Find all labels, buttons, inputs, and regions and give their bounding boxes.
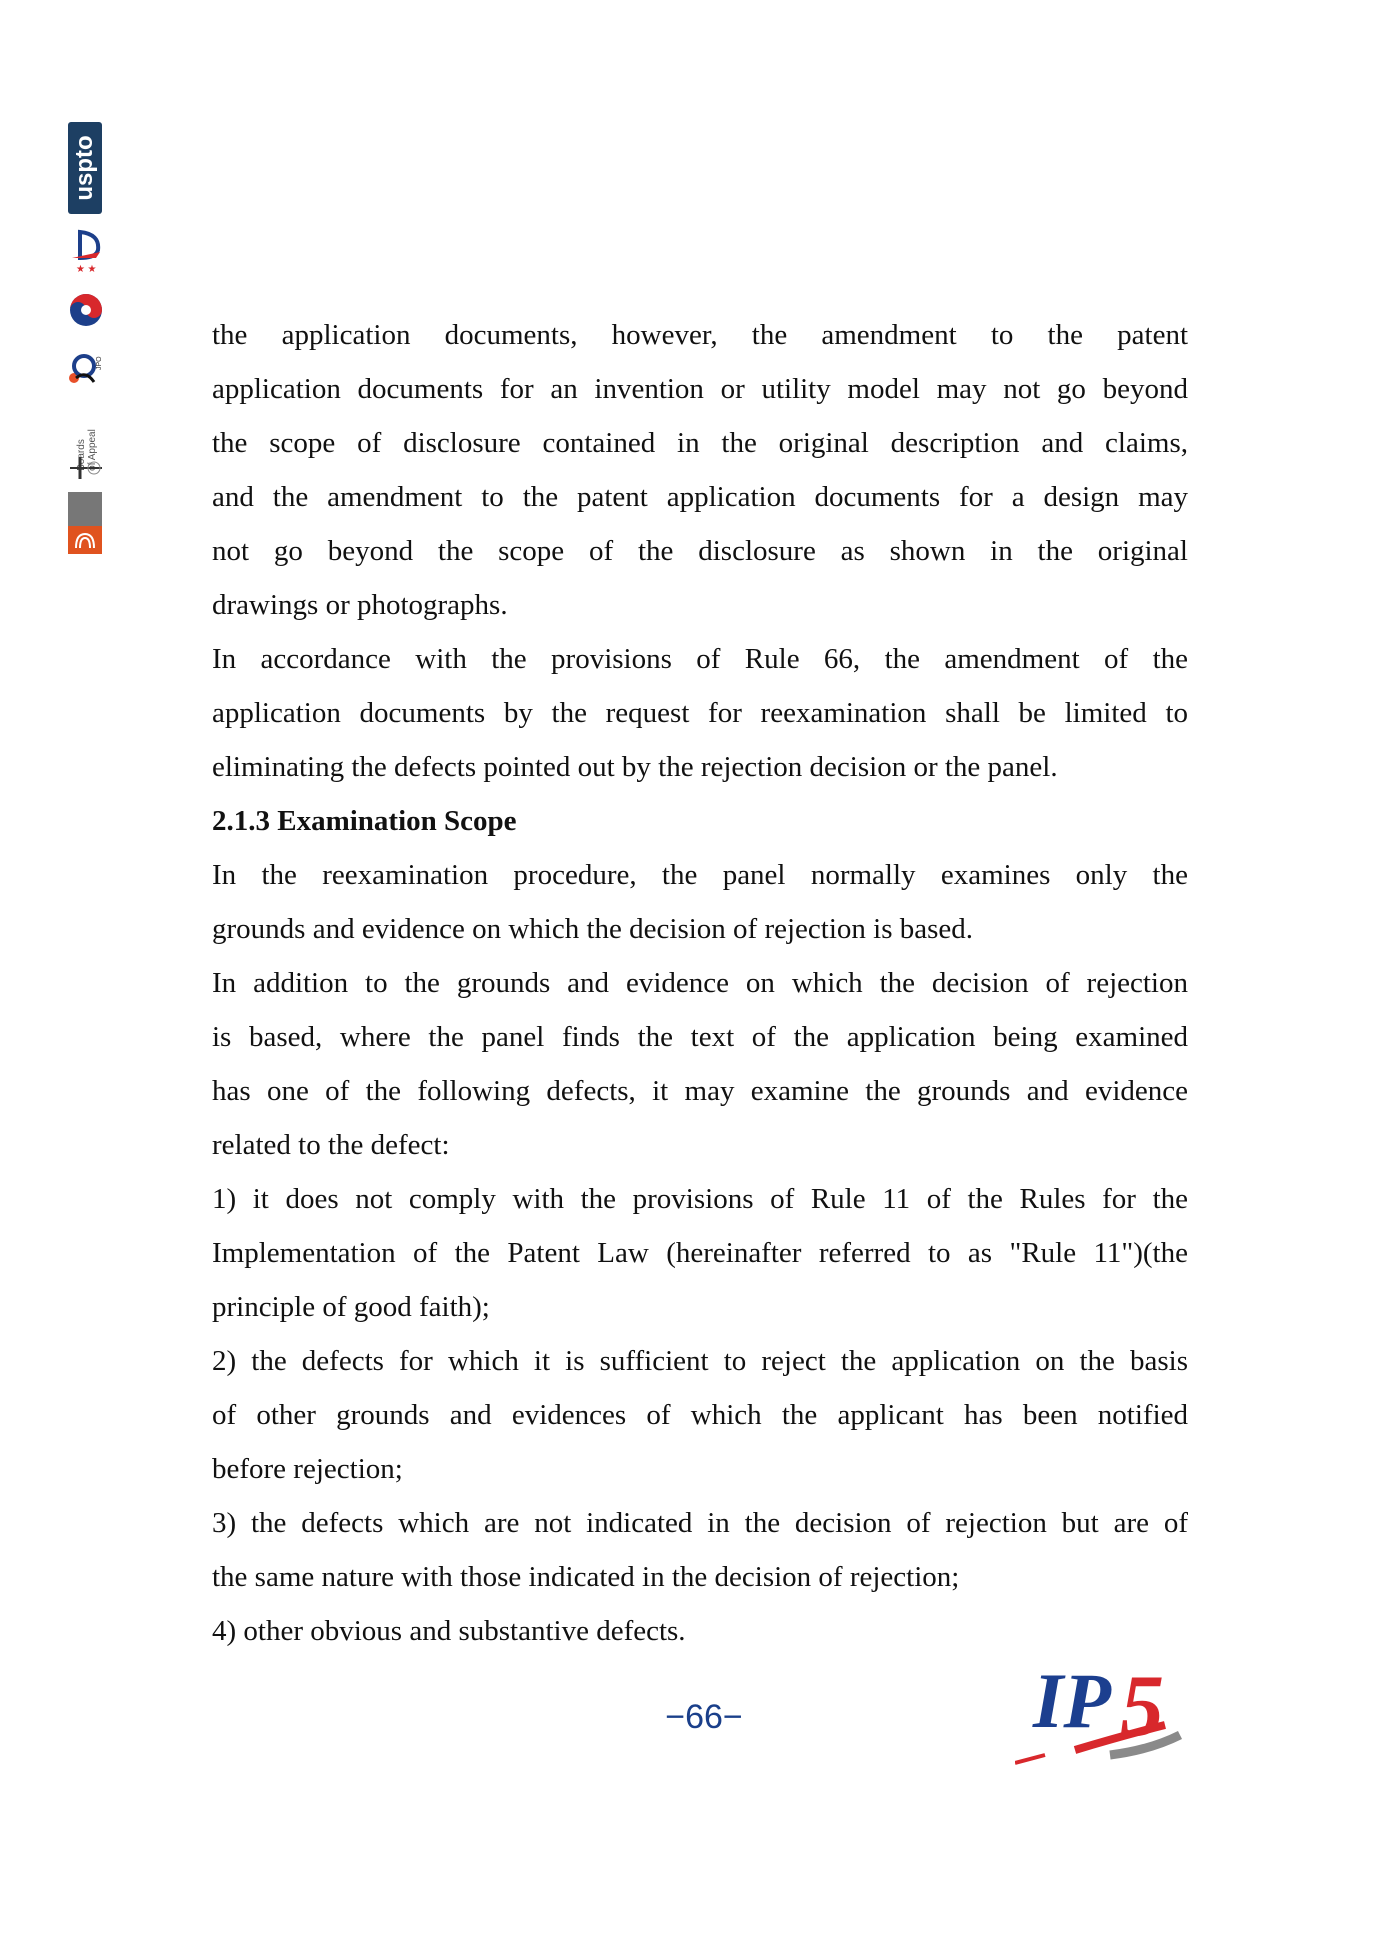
text-line: grounds and evidence on which the decision of rejection is based. [212, 913, 974, 945]
paragraph [212, 1334, 1188, 1496]
text-line: drawings or photographs. [212, 589, 508, 621]
text-line: 1) it does not comply with the provisions of Rule 11 of the Rules for the [212, 1183, 1188, 1215]
text-line: the application documents, however, the amendment to the patent [212, 319, 1188, 351]
text-line: In addition to the grounds and evidence on which the decision of rejection [212, 967, 1188, 999]
text-line: not go beyond the scope of the disclosure as shown in the original [212, 535, 1188, 567]
text-line: application documents for an invention or utility model may not go beyond [212, 373, 1188, 405]
document-body [212, 308, 1188, 1658]
svg-text:★ ★: ★ ★ [76, 264, 97, 275]
text-line: of other grounds and evidences of which the applicant has been notified [212, 1399, 1188, 1431]
page-number: −66− [665, 1698, 743, 1736]
text-line: In the reexamination procedure, the panel normally examines only the [212, 859, 1188, 891]
paragraph [212, 1496, 1188, 1604]
text-line: application documents by the request for reexamination shall be limited to [212, 697, 1188, 729]
text-line: is based, where the panel finds the text of the application being examined [212, 1021, 1188, 1053]
paragraph [212, 632, 1188, 794]
text-line: principle of good faith); [212, 1291, 490, 1323]
ip5-offices-logo-strip [66, 120, 106, 560]
text-line: the same nature with those indicated in the decision of rejection; [212, 1561, 960, 1593]
paragraph [212, 1172, 1188, 1334]
jpo-label: JPO [96, 356, 103, 370]
epo-fingerprint-icon [68, 526, 102, 554]
ip5-logo [1015, 1655, 1190, 1770]
text-line: 4) other obvious and substantive defects. [212, 1615, 686, 1647]
text-line: related to the defect: [212, 1129, 450, 1161]
text-line: has one of the following defects, it may examine the grounds and evidence [212, 1075, 1188, 1107]
uspto-logo: uspto [68, 122, 102, 214]
paragraph [212, 848, 1188, 956]
text-line: In accordance with the provisions of Rule 66, the amendment of the [212, 643, 1188, 675]
epo-logo [68, 492, 102, 526]
text-line: 2) the defects for which it is sufficient to reject the application on the basis [212, 1345, 1188, 1377]
text-line: eliminating the defects pointed out by the rejection decision or the panel. [212, 751, 1058, 783]
text-line: and the amendment to the patent application documents for a design may [212, 481, 1188, 513]
jpo-logo [66, 348, 106, 388]
kipo-logo [66, 290, 106, 330]
text-line: 3) the defects which are not indicated in the decision of rejection but are of [212, 1507, 1188, 1539]
section-heading [212, 794, 1188, 848]
text-line: 2.1.3 Examination Scope [212, 805, 517, 837]
cnipa-logo [66, 228, 106, 278]
svg-text:5: 5 [1120, 1658, 1164, 1755]
text-line: Implementation of the Patent Law (hereinafter referred to as "Rule 11")(the [212, 1237, 1188, 1269]
scales-of-justice-icon [66, 453, 106, 483]
paragraph [212, 308, 1188, 632]
paragraph [212, 956, 1188, 1172]
svg-text:IP: IP [1033, 1657, 1111, 1744]
paragraph [212, 1604, 1188, 1658]
text-line: the scope of disclosure contained in the original description and claims, [212, 427, 1188, 459]
text-line: before rejection; [212, 1453, 403, 1485]
boards-of-appeal-logo: Boards of Appeal [76, 429, 98, 471]
